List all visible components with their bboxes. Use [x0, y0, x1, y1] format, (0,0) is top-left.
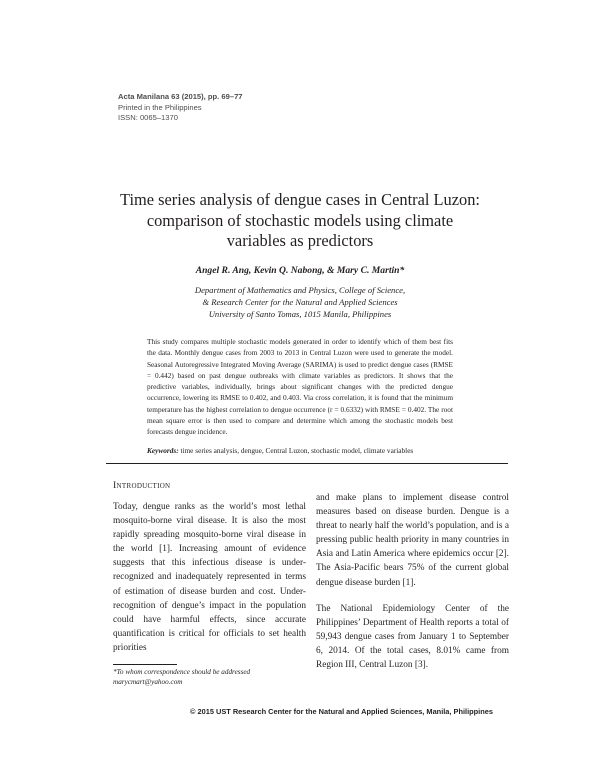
body-paragraph-1: Today, dengue ranks as the world’s most lethal mosquito-borne viral disease. It is also the most rapidly spreading mosquito-borne viral disease in the world [1]. Increasing amount of evidence suggests that this infectious disease is under-recognized and inadequately represented in terms of estimation of disease burden and cost. Under-recognition of dengue’s impact in the population could have harmful effects, since accurate quantification is critical for officials to set health priorities: [113, 502, 306, 653]
journal-printed: Printed in the Philippines: [118, 102, 202, 112]
body-paragraph-3: The National Epidemiology Center of the Philippines’ Department of Health reports a total of 59,943 dengue cases from January 1 to September 6, 2014. Of the total cases, 8.01% came from Region III, Central Luzon [3].: [316, 603, 509, 671]
keywords-list: time series analysis, dengue, Central Luzon, stochastic model, climate variables: [178, 446, 414, 455]
article-title: [110, 190, 490, 252]
journal-issn: ISSN: 0065–1370: [118, 113, 178, 122]
body-column-right: [316, 491, 509, 684]
footnote-email[interactable]: marycmart@yahoo.com: [113, 677, 183, 686]
affiliation-line-2: & Research Center for the Natural and Applied Sciences: [202, 297, 398, 308]
keywords-label: Keywords:: [147, 446, 179, 455]
footnote-divider: [113, 664, 177, 665]
section-heading-introduction: Introduction: [113, 480, 171, 491]
abstract-text: This study compares multiple stochastic models generated in order to identify which of them best fits the data. Monthly dengue cases from 2003 to 2013 in Central Luzon were used to generate the model. Seasonal Autoregressive Integrated Moving Average (SARIMA) is used to predict dengue cases (RMSE = 0.442) based on past dengue outbreaks with climate variables as predictors. It shows that the predictive variables, individually, brings about significant changes with the predicted dengue occurrence, lowering its RMSE to 0.402, and 0.403. Via cross correlation, it is found that the minimum temperature has the highest correlation to dengue occurrence (r = 0.6332) with RMSE = 0.402. The root mean square error is then used to compare and determine which among the stochastic models best forecasts dengue incidence.: [147, 337, 453, 437]
affiliation-line-3: University of Santo Tomas, 1015 Manila, Philippines: [208, 309, 392, 320]
body-column-left: [113, 480, 306, 667]
journal-header: [118, 92, 243, 124]
author-list: Angel R. Ang, Kevin Q. Nabong, & Mary C. Martin*: [195, 265, 405, 276]
abstract-divider: [106, 463, 508, 464]
title-line-2: comparison of stochastic models using climate: [146, 210, 454, 230]
footnote: [113, 668, 250, 688]
footnote-correspondence: *To whom correspondence should be addressed: [113, 668, 251, 676]
copyright-footer: © 2015 UST Research Center for the Natural and Applied Sciences, Manila, Philippines: [190, 707, 493, 716]
title-line-3: variables as predictors: [226, 231, 374, 250]
body-paragraph-2: and make plans to implement disease control measures based on disease burden. Dengue is a threat to nearly half the world’s population, and is a pressing public health priority in many countries in Asia and Latin America where epidemics occur [2]. The Asia-Pacific bears 75% of the current global dengue disease burden [1].: [316, 493, 509, 588]
affiliation-line-1: Department of Mathematics and Physics, College of Science,: [194, 285, 406, 295]
keywords: [147, 446, 467, 455]
title-line-1: Time series analysis of dengue cases in Central Luzon:: [120, 190, 480, 209]
journal-citation: Acta Manilana 63 (2015), pp. 69–77: [118, 92, 243, 101]
affiliation: [110, 284, 490, 321]
